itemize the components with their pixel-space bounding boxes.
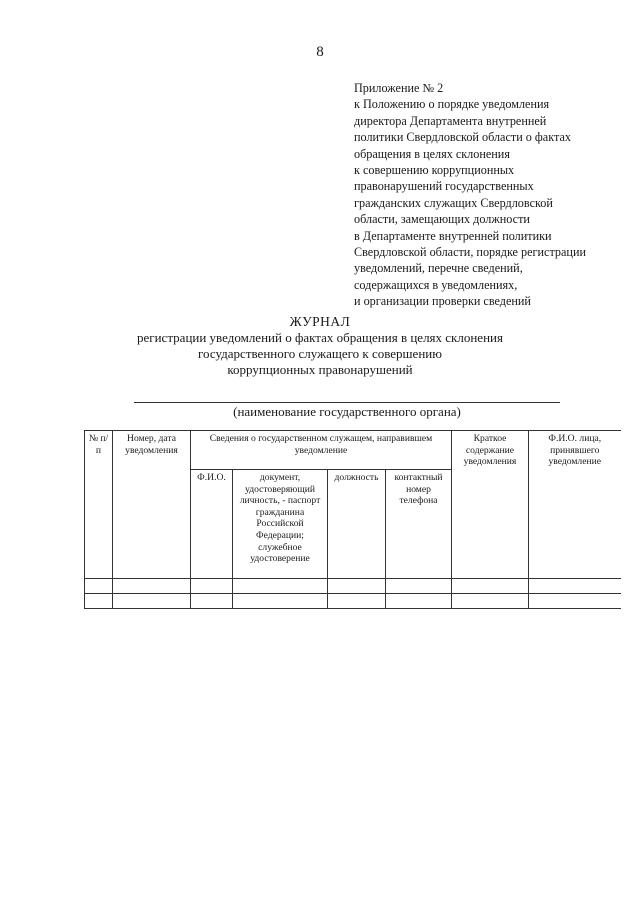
table-cell[interactable]	[113, 594, 191, 609]
table-cell[interactable]	[233, 579, 328, 594]
appendix-line: Приложение № 2	[354, 81, 444, 95]
journal-subtitle	[110, 330, 530, 378]
header-reg-number-date: Номер, дата уведомления	[113, 431, 191, 579]
table-cell[interactable]	[191, 594, 233, 609]
appendix-line: уведомлений, перечне сведений,	[354, 261, 523, 276]
header-number: № п/п	[85, 431, 113, 579]
appendix-line: гражданских служащих Свердловской	[354, 195, 553, 210]
journal-table	[84, 430, 621, 609]
header-employee-info: Сведения о государственном служащем, направившем уведомление	[191, 431, 452, 470]
table-row	[85, 579, 621, 594]
subheader-document: документ, удостоверяющий личность, - паспорт гражданина Российской Федерации; служебное удостоверение	[233, 470, 328, 579]
header-summary: Краткое содержание уведомления	[452, 431, 529, 579]
appendix-line: области, замещающих должности	[354, 212, 530, 227]
journal-title: ЖУРНАЛ	[289, 314, 351, 329]
org-caption: (наименование государственного органа)	[233, 404, 461, 419]
table-cell[interactable]	[85, 594, 113, 609]
appendix-line: директора Департамента внутренней	[354, 113, 547, 128]
appendix-line: Свердловской области, порядке регистрации	[354, 245, 586, 260]
appendix-line: к совершению коррупционных	[354, 163, 515, 178]
table-cell[interactable]	[386, 594, 452, 609]
appendix-line: к Положению о порядке уведомления	[354, 97, 550, 112]
header-receiver: Ф.И.О. лица, принявшего уведомление	[529, 431, 621, 579]
subheader-fio: Ф.И.О.	[191, 470, 233, 579]
table-cell[interactable]	[452, 579, 529, 594]
appendix-line: политики Свердловской области о фактах	[354, 130, 571, 145]
subheader-position: должность	[328, 470, 386, 579]
table-header-row	[85, 431, 621, 470]
table-cell[interactable]	[85, 579, 113, 594]
table-cell[interactable]	[386, 579, 452, 594]
page-number: 8	[316, 44, 324, 60]
table-cell[interactable]	[233, 594, 328, 609]
table-row	[85, 594, 621, 609]
table-cell[interactable]	[328, 594, 386, 609]
table-cell[interactable]	[452, 594, 529, 609]
table-cell[interactable]	[328, 579, 386, 594]
table-cell[interactable]	[529, 579, 621, 594]
table-cell[interactable]	[113, 579, 191, 594]
table-cell[interactable]	[191, 579, 233, 594]
subheader-phone: контактный номер телефона	[386, 470, 452, 579]
journal-subtitle-line: регистрации уведомлений о фактах обращения в целях склонения	[137, 330, 503, 345]
appendix-line: в Департаменте внутренней политики	[354, 228, 552, 243]
appendix-line: и организации проверки сведений	[354, 294, 531, 309]
org-name-line	[134, 402, 560, 403]
journal-subtitle-line: коррупционных правонарушений	[227, 362, 413, 377]
appendix-line: обращения в целях склонения	[354, 146, 510, 161]
appendix-block	[354, 80, 624, 310]
journal-subtitle-line: государственного служащего к совершению	[198, 346, 442, 361]
appendix-line: правонарушений государственных	[354, 179, 534, 194]
appendix-line: содержащихся в уведомлениях,	[354, 277, 518, 292]
table-cell[interactable]	[529, 594, 621, 609]
